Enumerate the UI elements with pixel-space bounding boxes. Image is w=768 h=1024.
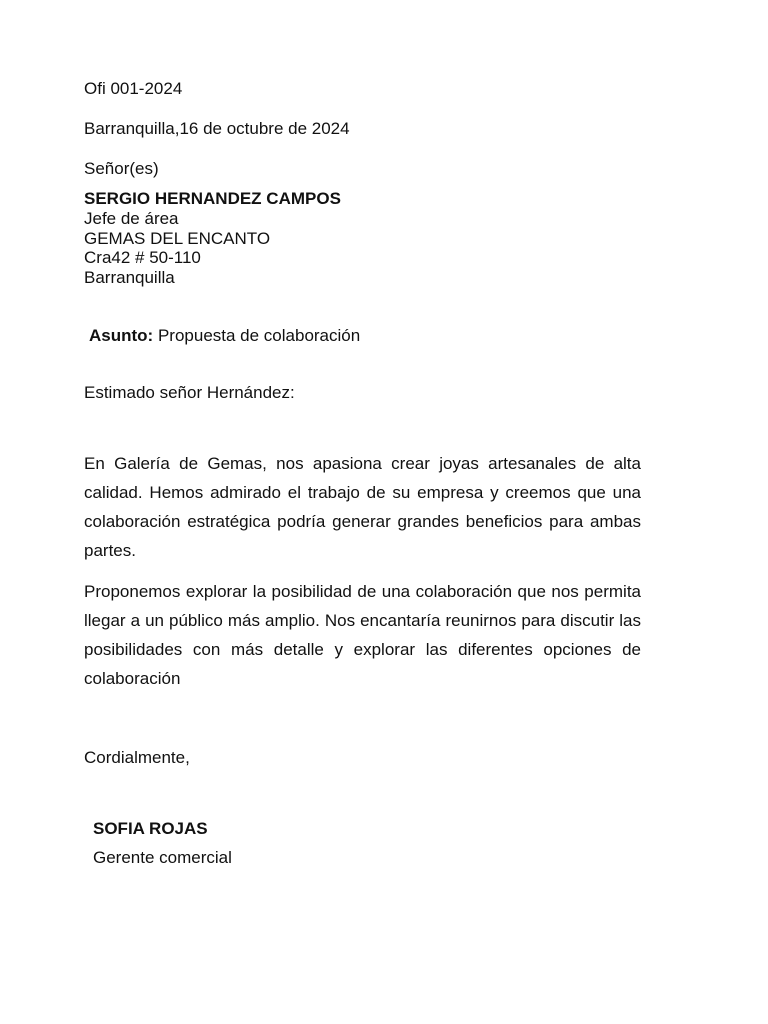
signature-position: Gerente comercial — [93, 848, 232, 867]
recipient-address: Cra42 # 50-110 — [84, 248, 201, 267]
recipient-name: SERGIO HERNANDEZ CAMPOS — [84, 189, 341, 208]
subject-label: Asunto: — [89, 326, 154, 345]
subject-text: Propuesta de colaboración — [157, 326, 361, 345]
recipient-city: Barranquilla — [84, 268, 175, 287]
greeting: Estimado señor Hernández: — [84, 383, 295, 402]
reference-number: Ofi 001-2024 — [84, 79, 183, 98]
body-paragraph-2: Proponemos explorar la posibilidad de una colaboración que nos permita llegar a un público más amplio. Nos encantaría reunirnos para discutir las posibilidades con más detalle y explorar las diferentes opciones de colaboración — [84, 582, 641, 688]
subject-line — [89, 326, 360, 346]
recipient-company: GEMAS DEL ENCANTO — [84, 229, 271, 248]
closing: Cordialmente, — [84, 748, 190, 767]
salutation-title: Señor(es) — [84, 159, 159, 178]
recipient-position: Jefe de área — [84, 209, 179, 228]
signature-name: SOFIA ROJAS — [93, 819, 208, 838]
place-date: Barranquilla,16 de octubre de 2024 — [84, 119, 350, 138]
body-paragraph-1: En Galería de Gemas, nos apasiona crear joyas artesanales de alta calidad. Hemos admirado el trabajo de su empresa y creemos que una colaboración estratégica podría generar grandes beneficios para ambas partes. — [84, 454, 641, 560]
